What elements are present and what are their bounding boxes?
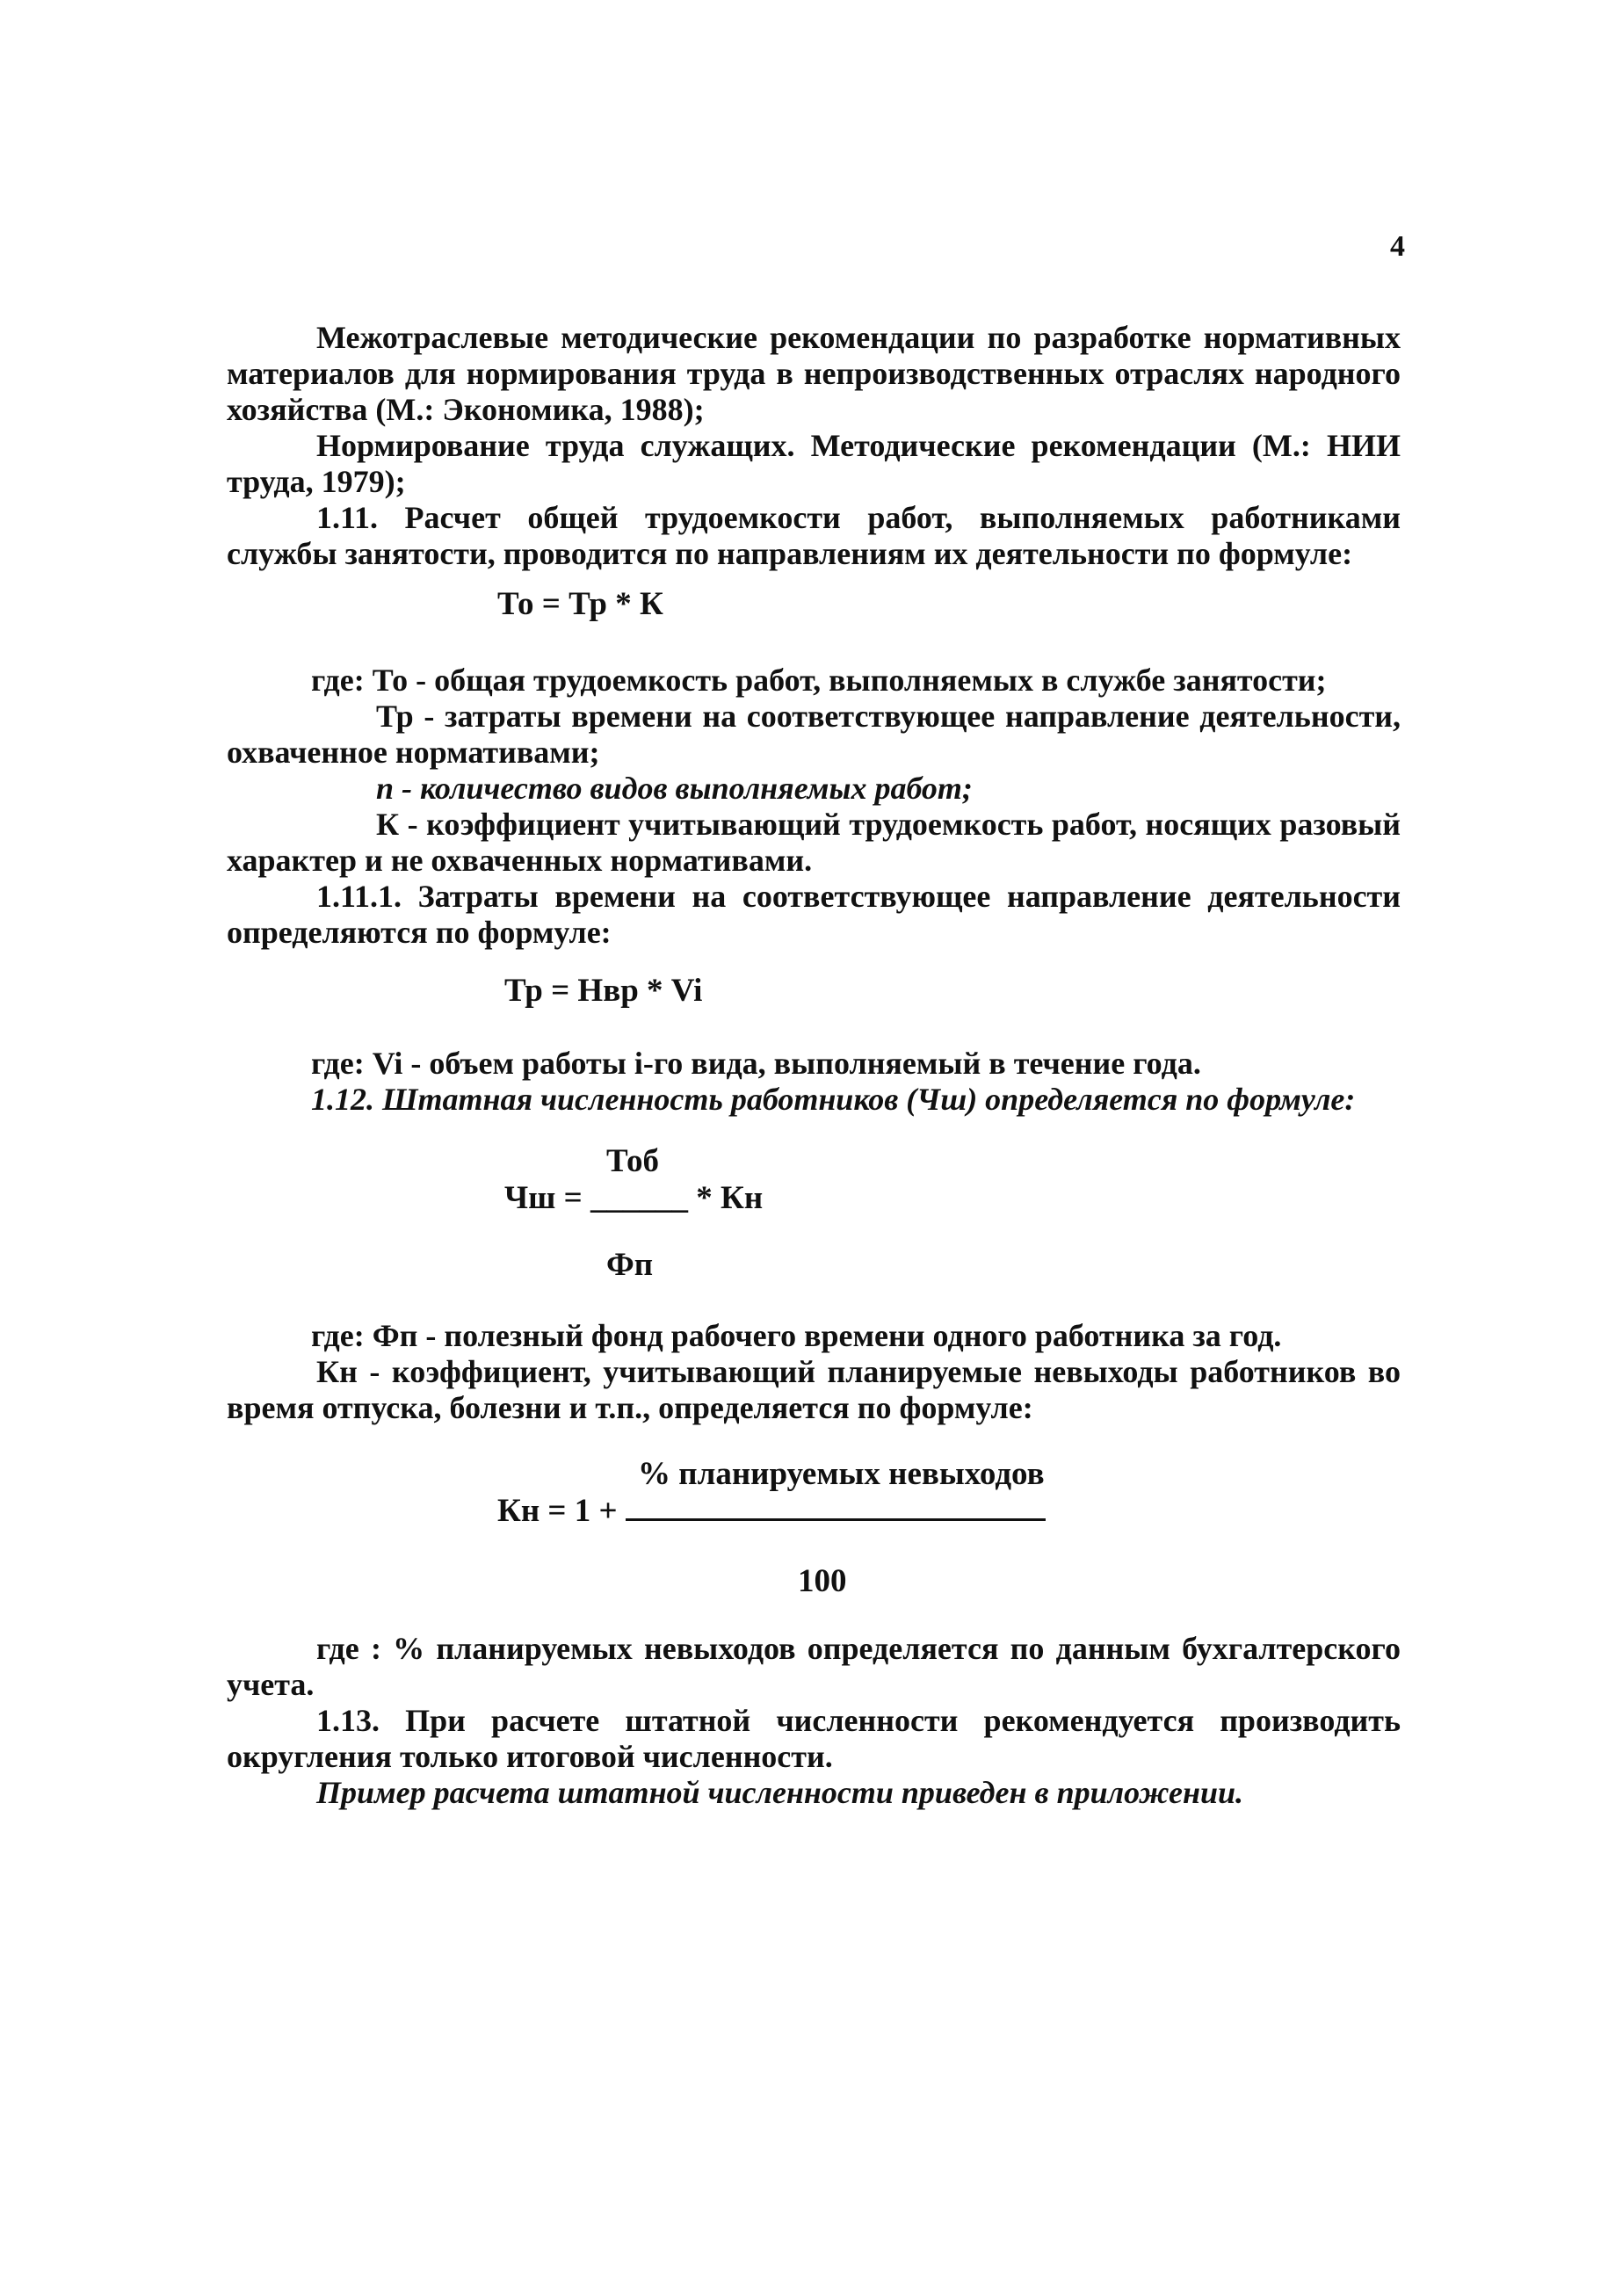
section-1-11: 1.11. Расчет общей трудоемкости работ, выполняемых работниками службы занятости, проводится по направлениям их деятельности по формуле: — [227, 500, 1401, 571]
formula-kn-denominator: 100 — [798, 1563, 847, 1599]
section-1-11-1: 1.11.1. Затраты времени на соответствующее направление деятельности определяются по формуле: — [227, 879, 1401, 950]
def-vi: где: Vi - объем работы i-го вида, выполняемый в течение года. — [311, 1046, 1201, 1081]
section-1-12: 1.12. Штатная численность работников (Чш) определяется по формуле: — [311, 1082, 1356, 1117]
formula-kn-numerator: % планируемых невыходов — [638, 1456, 1045, 1492]
closing-paragraph-3: Пример расчета штатной численности приведен в приложении. — [316, 1775, 1244, 1810]
def-n: n - количество видов выполняемых работ; — [376, 771, 973, 806]
intro-paragraph-1: Межотраслевые методические рекомендации по разработке нормативных материалов для нормирования труда в непроизводственных отраслях народного хозяйства (М.: Экономика, 1988); — [227, 320, 1401, 427]
definitions-formula-tp — [227, 1046, 1401, 1118]
formula-chsh-line — [504, 1179, 763, 1217]
def-kn: Кн - коэффициент, учитывающий планируемые невыходы работников во время отпуска, болезни и т.п., определяется по формуле: — [227, 1354, 1401, 1425]
def-to: где: То - общая трудоемкость работ, выполняемых в службе занятости; — [311, 663, 1327, 698]
page-number: 4 — [1390, 230, 1405, 263]
closing-section — [227, 1631, 1401, 1811]
intro-section — [227, 320, 1401, 572]
formula-kn-line — [497, 1492, 1046, 1530]
intro-paragraph-2: Нормирование труда служащих. Методические рекомендации (М.: НИИ труда, 1979); — [227, 428, 1401, 499]
definitions-formula-chsh — [227, 1318, 1401, 1426]
def-tp: Тр - затраты времени на соответствующее направление деятельности, охваченное нормативами; — [227, 699, 1401, 770]
formula-chsh-blank: ______ — [590, 1180, 688, 1216]
section-1-13: 1.13. При расчете штатной численности рекомендуется производить округления только итоговой численности. — [227, 1703, 1401, 1774]
def-k: К - коэффициент учитывающий трудоемкость работ, носящих разовый характер и не охваченных нормативами. — [227, 807, 1401, 878]
definitions-formula-to — [227, 663, 1401, 951]
formula-tp: Тр = Нвр * Vi — [504, 973, 703, 1009]
formula-chsh-numerator: Тоб — [606, 1143, 660, 1179]
formula-chsh-denominator: Фп — [606, 1247, 654, 1283]
formula-chsh-rhs: * Кн — [696, 1180, 764, 1216]
formula-kn-fraction-bar — [626, 1492, 1046, 1521]
formula-chsh-lhs: Чш = — [504, 1180, 583, 1216]
formula-kn-lhs: Кн = 1 + — [497, 1493, 618, 1529]
formula-to: То = Тр * К — [497, 586, 663, 622]
def-fp: где: Фп - полезный фонд рабочего времени одного работника за год. — [311, 1318, 1282, 1353]
closing-paragraph-1: где : % планируемых невыходов определяется по данным бухгалтерского учета. — [227, 1631, 1401, 1702]
